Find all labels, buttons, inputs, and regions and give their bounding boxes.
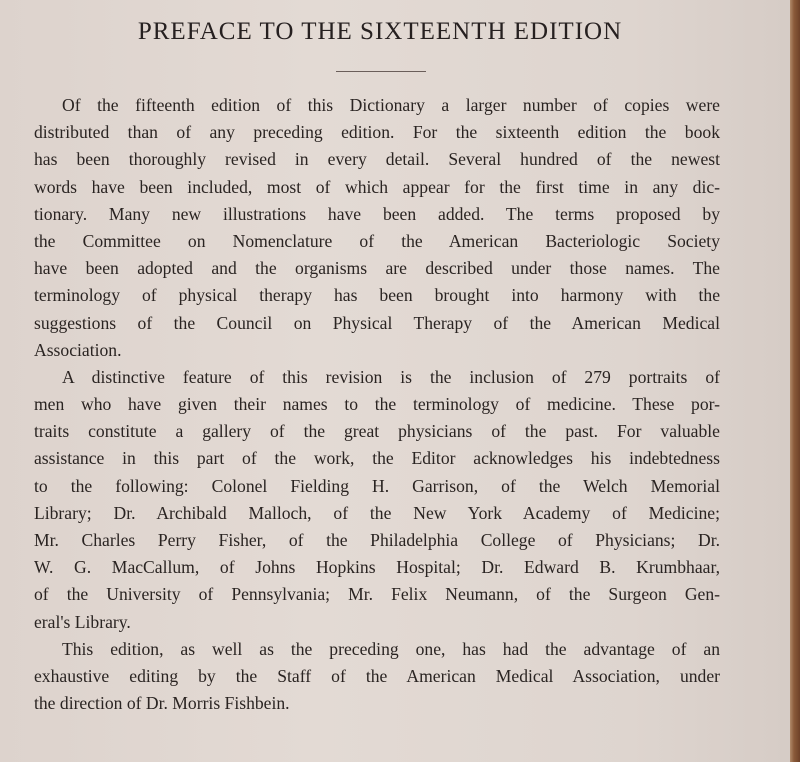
text-line: Association.: [34, 339, 122, 360]
book-page-edge: [790, 0, 800, 762]
page-title: PREFACE TO THE SIXTEENTH EDITION: [137, 18, 623, 45]
text-line: words have been included, most of which appear for the first time in any dic-: [34, 176, 720, 197]
text-line: the direction of Dr. Morris Fishbein.: [34, 693, 290, 714]
text-line: tionary. Many new illustrations have been added. The terms proposed by: [34, 203, 720, 224]
text-line: Library; Dr. Archibald Malloch, of the New York Academy of Medicine;: [34, 502, 720, 523]
text-line: This edition, as well as the preceding one, has had the advantage of an: [62, 638, 720, 659]
preface-body: [34, 92, 720, 717]
text-line: men who have given their names to the terminology of medicine. These por-: [34, 394, 720, 415]
text-line: of the University of Pennsylvania; Mr. Felix Neumann, of the Surgeon Gen-: [34, 584, 720, 605]
text-line: suggestions of the Council on Physical Therapy of the American Medical: [34, 312, 720, 333]
text-line: A distinctive feature of this revision is the inclusion of 279 portraits of: [62, 366, 720, 387]
text-line: has been thoroughly revised in every detail. Several hundred of the newest: [34, 149, 720, 170]
text-line: Of the fifteenth edition of this Dictionary a larger number of copies were: [62, 95, 720, 115]
text-line: to the following: Colonel Fielding H. Garrison, of the Welch Memorial: [34, 475, 720, 496]
text-line: terminology of physical therapy has been brought into harmony with the: [34, 285, 720, 306]
text-line: eral's Library.: [34, 611, 131, 632]
title-divider: [336, 71, 426, 72]
text-line: distributed than of any preceding edition. For the sixteenth edition the book: [34, 122, 720, 143]
text-line: W. G. MacCallum, of Johns Hopkins Hospital; Dr. Edward B. Krumbhaar,: [34, 557, 720, 578]
text-line: the Committee on Nomenclature of the American Bacteriologic Society: [34, 230, 720, 251]
text-line: Mr. Charles Perry Fisher, of the Philadelphia College of Physicians; Dr.: [34, 530, 720, 550]
text-line: traits constitute a gallery of the great physicians of the past. For valuable: [34, 421, 720, 442]
text-line: have been adopted and the organisms are described under those names. The: [34, 258, 720, 279]
text-line: exhaustive editing by the Staff of the American Medical Association, under: [34, 665, 720, 686]
text-line: assistance in this part of the work, the Editor acknowledges his indebtedness: [34, 448, 720, 469]
